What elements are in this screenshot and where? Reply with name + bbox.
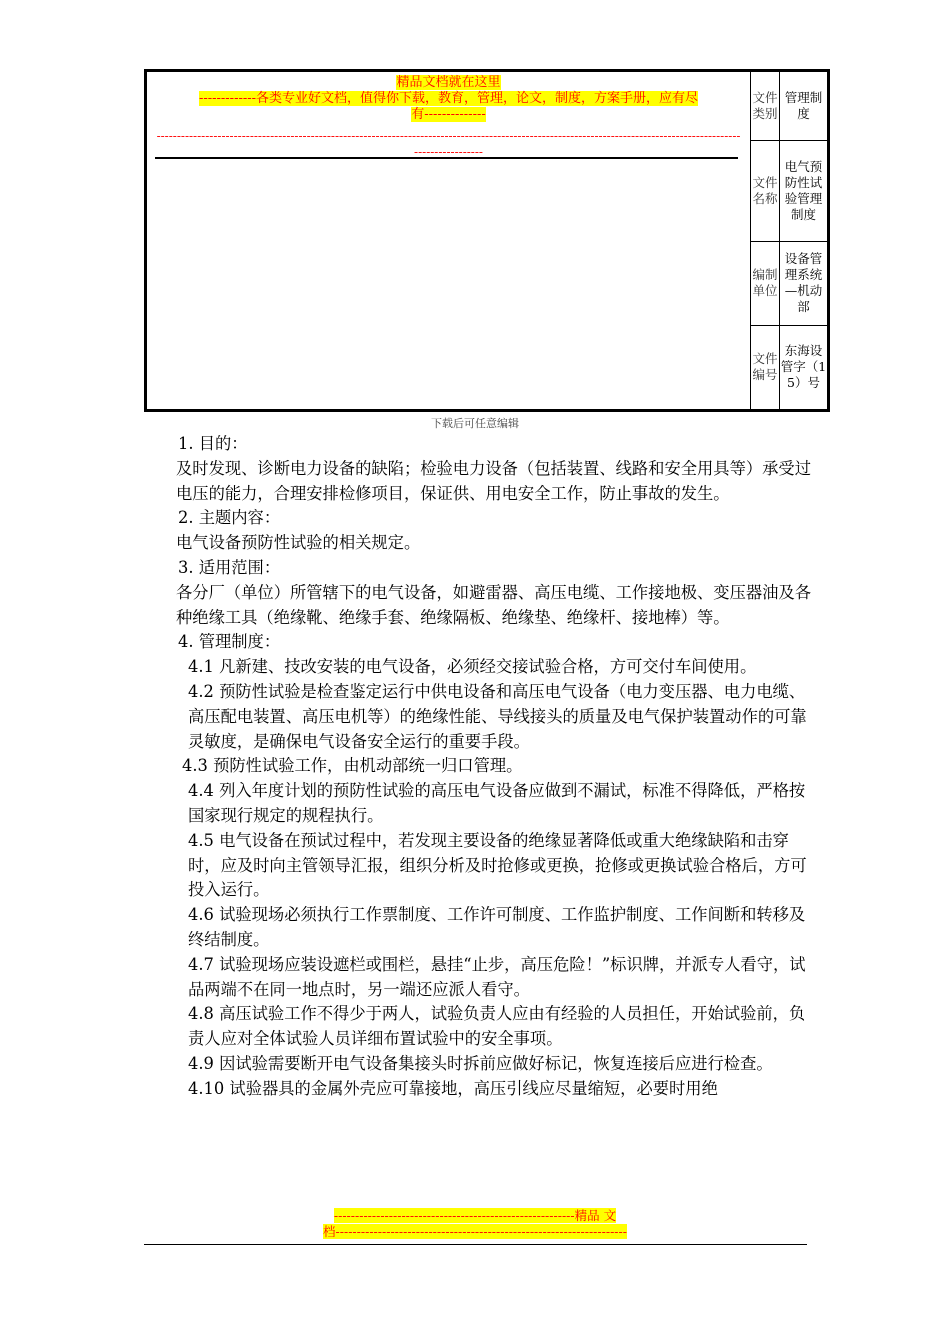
clause-4-10: 4.10 试验器具的金属外壳应可靠接地，高压引线应尽量缩短，必要时用绝 xyxy=(188,1078,718,1098)
footer-line: ---------------------------------------------------------精品 文 xyxy=(333,1208,617,1223)
clause-4-9: 4.9 因试验需要断开电气设备集接头时拆前应做好标记，恢复连接后应进行检查。 xyxy=(188,1053,773,1073)
header-frame xyxy=(144,69,830,412)
banner-dash-line-short: ----------------- xyxy=(414,145,483,159)
header-banner xyxy=(147,75,750,123)
file-meta-table xyxy=(750,72,827,409)
banner-subtitle-tail: 有-------------- xyxy=(411,107,486,122)
clause-4-2: 4.2 预防性试验是检查鉴定运行中供电设备和高压电气设备（电力变压器、电力电缆、高压配电装置、高压电机等）的绝缘性能、导线接头的质量及电气保护装置动作的可靠灵敏度，是确保电气设备安全运行的重要手段。 xyxy=(188,681,807,751)
clause-4-5: 4.5 电气设备在预试过程中，若发现主要设备的绝缘显著降低或重大绝缘缺陷和击穿时，应及时向主管领导汇报，组织分析及时抢修或更换，抢修或更换试验合格后，方可投入运行。 xyxy=(188,830,807,900)
category-label: 文件类别 xyxy=(751,72,780,140)
section-4-heading: 4. 管理制度： xyxy=(178,632,281,652)
footer-line-tail: 档--------------------------------------------------------------------- xyxy=(323,1224,627,1239)
section-2-text: 电气设备预防性试验的相关规定。 xyxy=(176,533,421,553)
header-rule xyxy=(155,157,738,159)
unit-value: 设备管理系统—机动部 xyxy=(780,241,828,325)
clause-4-8: 4.8 高压试验工作不得少于两人，试验负责人应由有经验的人员担任，开始试验前，负责人应对全体试验人员详细布置试验中的安全事项。 xyxy=(188,1004,806,1049)
footer-banner xyxy=(300,1208,650,1240)
clause-4-4: 4.4 列入年度计划的预防性试验的高压电气设备应做到不漏试，标准不得降低，严格按国家现行规定的规程执行。 xyxy=(188,781,806,825)
category-value: 管理制度 xyxy=(780,72,828,140)
section-1-text: 及时发现、诊断电力设备的缺陷；检验电力设备（包括装置、线路和安全用具等）承受过电压的能力，合理安排检修项目，保证供、用电安全工作，防止事故的发生。 xyxy=(176,458,811,503)
number-value: 东海设管字（15）号 xyxy=(780,325,828,409)
section-3-text: 各分厂（单位）所管辖下的电气设备，如避雷器、高压电缆、工作接地极、变压器油及各种绝缘工具（绝缘靴、绝缘手套、绝缘隔板、绝缘垫、绝缘杆、接地棒）等。 xyxy=(176,582,811,627)
document-body xyxy=(176,432,816,1102)
edit-caption: 下载后可任意编辑 xyxy=(431,417,519,430)
clause-4-1: 4.1 凡新建、技改安装的电气设备，必须经交接试验合格，方可交付车间使用。 xyxy=(188,657,757,677)
banner-dash-line: ------------------------------------------------------------------------------------------------------------------------------------------------ xyxy=(156,129,741,143)
number-label: 文件编号 xyxy=(751,325,780,409)
footer-rule xyxy=(144,1244,807,1245)
section-1-heading: 1. 目的： xyxy=(178,434,248,453)
header-banner-cell xyxy=(147,72,750,409)
clause-4-3: 4.3 预防性试验工作，由机动部统一归口管理。 xyxy=(182,756,523,776)
section-3-heading: 3. 适用范围： xyxy=(178,557,281,577)
section-2-heading: 2. 主题内容： xyxy=(178,508,281,528)
banner-title: 精品文档就在这里 xyxy=(396,75,501,90)
name-value: 电气预防性试验管理制度 xyxy=(780,140,828,241)
unit-label: 编制单位 xyxy=(751,241,780,325)
clause-4-6: 4.6 试验现场必须执行工作票制度、工作许可制度、工作监护制度、工作间断和转移及终结制度。 xyxy=(188,905,806,949)
banner-subtitle: -------------各类专业好文档，值得你下载，教育，管理，论文，制度，方案手册，应有尽 xyxy=(198,91,699,106)
name-label: 文件名称 xyxy=(751,140,780,241)
clause-4-7: 4.7 试验现场应装设遮栏或围栏，悬挂“止步，高压危险！”标识牌，并派专人看守，试品两端不在同一地点时，另一端还应派人看守。 xyxy=(188,954,806,999)
